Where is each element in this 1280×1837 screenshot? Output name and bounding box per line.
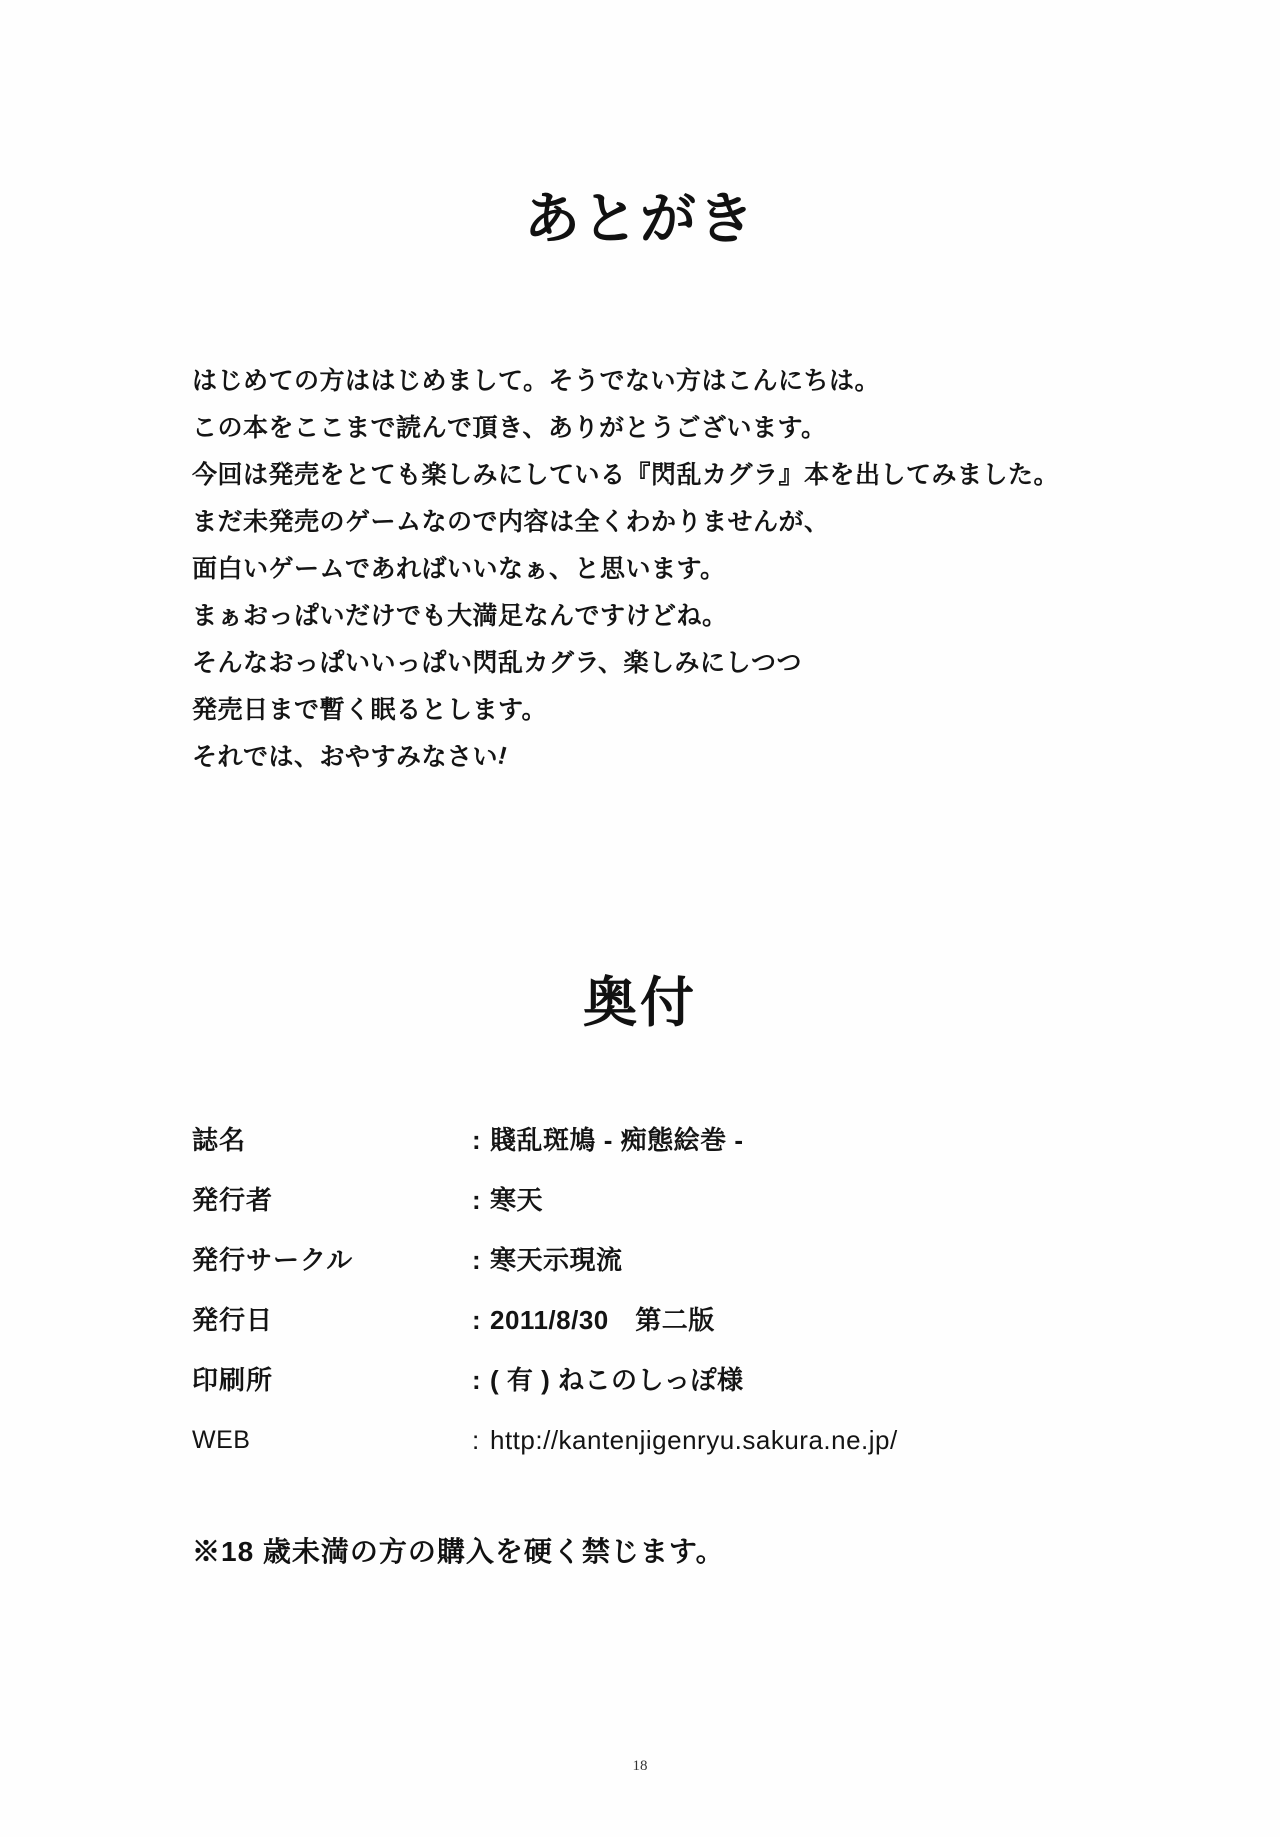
table-row <box>192 1410 1092 1470</box>
colophon-value-text: 2011/8/30 第二版 <box>490 1305 715 1335</box>
colophon-label: 発行日 <box>192 1305 274 1335</box>
colophon-value-text: 寒天 <box>490 1185 544 1215</box>
table-row <box>192 1290 1092 1350</box>
afterword-line: はじめての方ははじめまして。そうでない方はこんにちは。 <box>192 367 881 395</box>
colophon-value <box>472 1110 1092 1170</box>
website-link[interactable]: http://kantenjigenryu.sakura.ne.jp/ <box>490 1425 898 1455</box>
colophon-label: 発行者 <box>192 1185 274 1215</box>
colophon-label: 印刷所 <box>192 1365 274 1395</box>
afterword-line: そんなおっぱいいっぱい閃乱カグラ、楽しみにしつつ <box>192 649 803 677</box>
colophon-label: 発行サークル <box>192 1245 354 1275</box>
afterword-heading: あとがき <box>524 187 756 250</box>
table-row <box>192 1110 1092 1170</box>
colophon-label: 誌名 <box>192 1125 247 1155</box>
colophon-heading: 奥付 <box>583 973 697 1033</box>
colophon-value-text: 寒天示現流 <box>490 1245 623 1275</box>
afterword-line: まだ未発売のゲームなので内容は全くわかりませんが、 <box>192 508 830 536</box>
afterword-body <box>192 358 1072 781</box>
colophon-label: WEB <box>192 1426 251 1454</box>
colophon-value <box>472 1170 1092 1230</box>
afterword-line: まぁおっぱいだけでも大満足なんですけどね。 <box>192 602 728 630</box>
afterword-line: 今回は発売をとても楽しみにしている『閃乱カグラ』本を出してみました。 <box>192 461 1060 489</box>
page-number: 18 <box>632 1758 648 1774</box>
colon-separator: : <box>472 1365 482 1395</box>
exclamation-mark: ! <box>495 741 511 771</box>
afterword-line: この本をここまで読んで頂き、ありがとうございます。 <box>192 414 827 442</box>
colophon-table <box>192 1110 1092 1470</box>
colon-separator: : <box>472 1185 482 1215</box>
table-row <box>192 1230 1092 1290</box>
colophon-value-text: 賤乱斑鳩 - 痴態絵巻 - <box>490 1125 744 1155</box>
colophon-value[interactable] <box>472 1410 1092 1470</box>
table-row <box>192 1350 1092 1410</box>
afterword-line-final-text: それでは、おやすみなさい <box>192 743 499 771</box>
colon-separator: : <box>472 1245 482 1275</box>
colophon-value-text: ( 有 ) ねこのしっぽ様 <box>490 1365 744 1395</box>
colophon-value <box>472 1290 1092 1350</box>
afterword-line: 面白いゲームであればいいなぁ、と思います。 <box>192 555 726 583</box>
colon-separator: : <box>472 1305 482 1335</box>
afterword-line-final <box>192 734 1072 781</box>
colon-separator: : <box>472 1125 482 1155</box>
table-row <box>192 1170 1092 1230</box>
age-restriction-notice: ※18 歳未満の方の購入を硬く禁じます。 <box>192 1536 725 1567</box>
colophon-value <box>472 1230 1092 1290</box>
colophon-value <box>472 1350 1092 1410</box>
colon-separator: : <box>472 1425 480 1455</box>
afterword-line: 発売日まで暫く眠るとします。 <box>192 696 548 724</box>
